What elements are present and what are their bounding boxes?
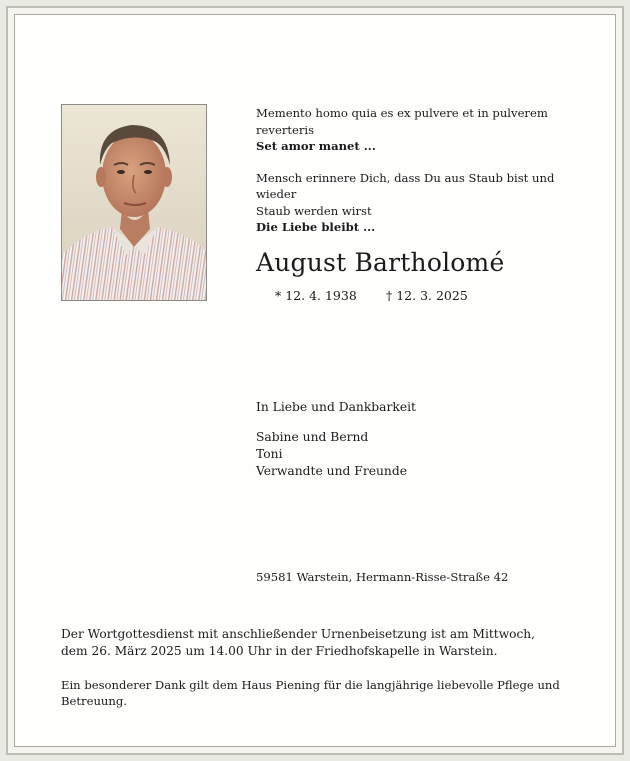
portrait-photo xyxy=(61,104,207,301)
latin-quote: Memento homo quia es ex pulvere et in pulverem reverteris xyxy=(256,106,548,137)
service-line-1: Der Wortgottesdienst mit anschließender Urnenbeisetzung ist am Mittwoch, xyxy=(61,627,536,641)
german-quote-line-1: Mensch erinnere Dich, dass Du aus Staub bist und wieder xyxy=(256,170,555,201)
mourner-name: Sabine und Bernd xyxy=(256,430,369,444)
german-closing: Die Liebe bleibt ... xyxy=(256,220,376,234)
death-date: † 12. 3. 2025 xyxy=(386,288,468,303)
mourners-block xyxy=(256,399,416,480)
service-info xyxy=(61,626,581,660)
thanks-note: Ein besonderer Dank gilt dem Haus Piening für die langjährige liebevolle Pflege und Betreuung. xyxy=(61,678,560,708)
birth-date: * 12. 4. 1938 xyxy=(275,288,357,303)
memorial-quotes xyxy=(256,105,586,236)
mourner-name: Toni xyxy=(256,447,283,461)
latin-closing: Set amor manet ... xyxy=(256,139,376,153)
mourner-name: Verwandte und Freunde xyxy=(256,464,407,478)
mourners-intro: In Liebe und Dankbarkeit xyxy=(256,400,416,414)
service-line-2: dem 26. März 2025 um 14.00 Uhr in der Friedhofskapelle in Warstein. xyxy=(61,644,498,658)
deceased-name: August Bartholomé xyxy=(256,248,505,277)
german-quote-line-2: Staub werden wirst xyxy=(256,203,372,218)
family-address: 59581 Warstein, Hermann-Risse-Straße 42 xyxy=(256,570,509,584)
